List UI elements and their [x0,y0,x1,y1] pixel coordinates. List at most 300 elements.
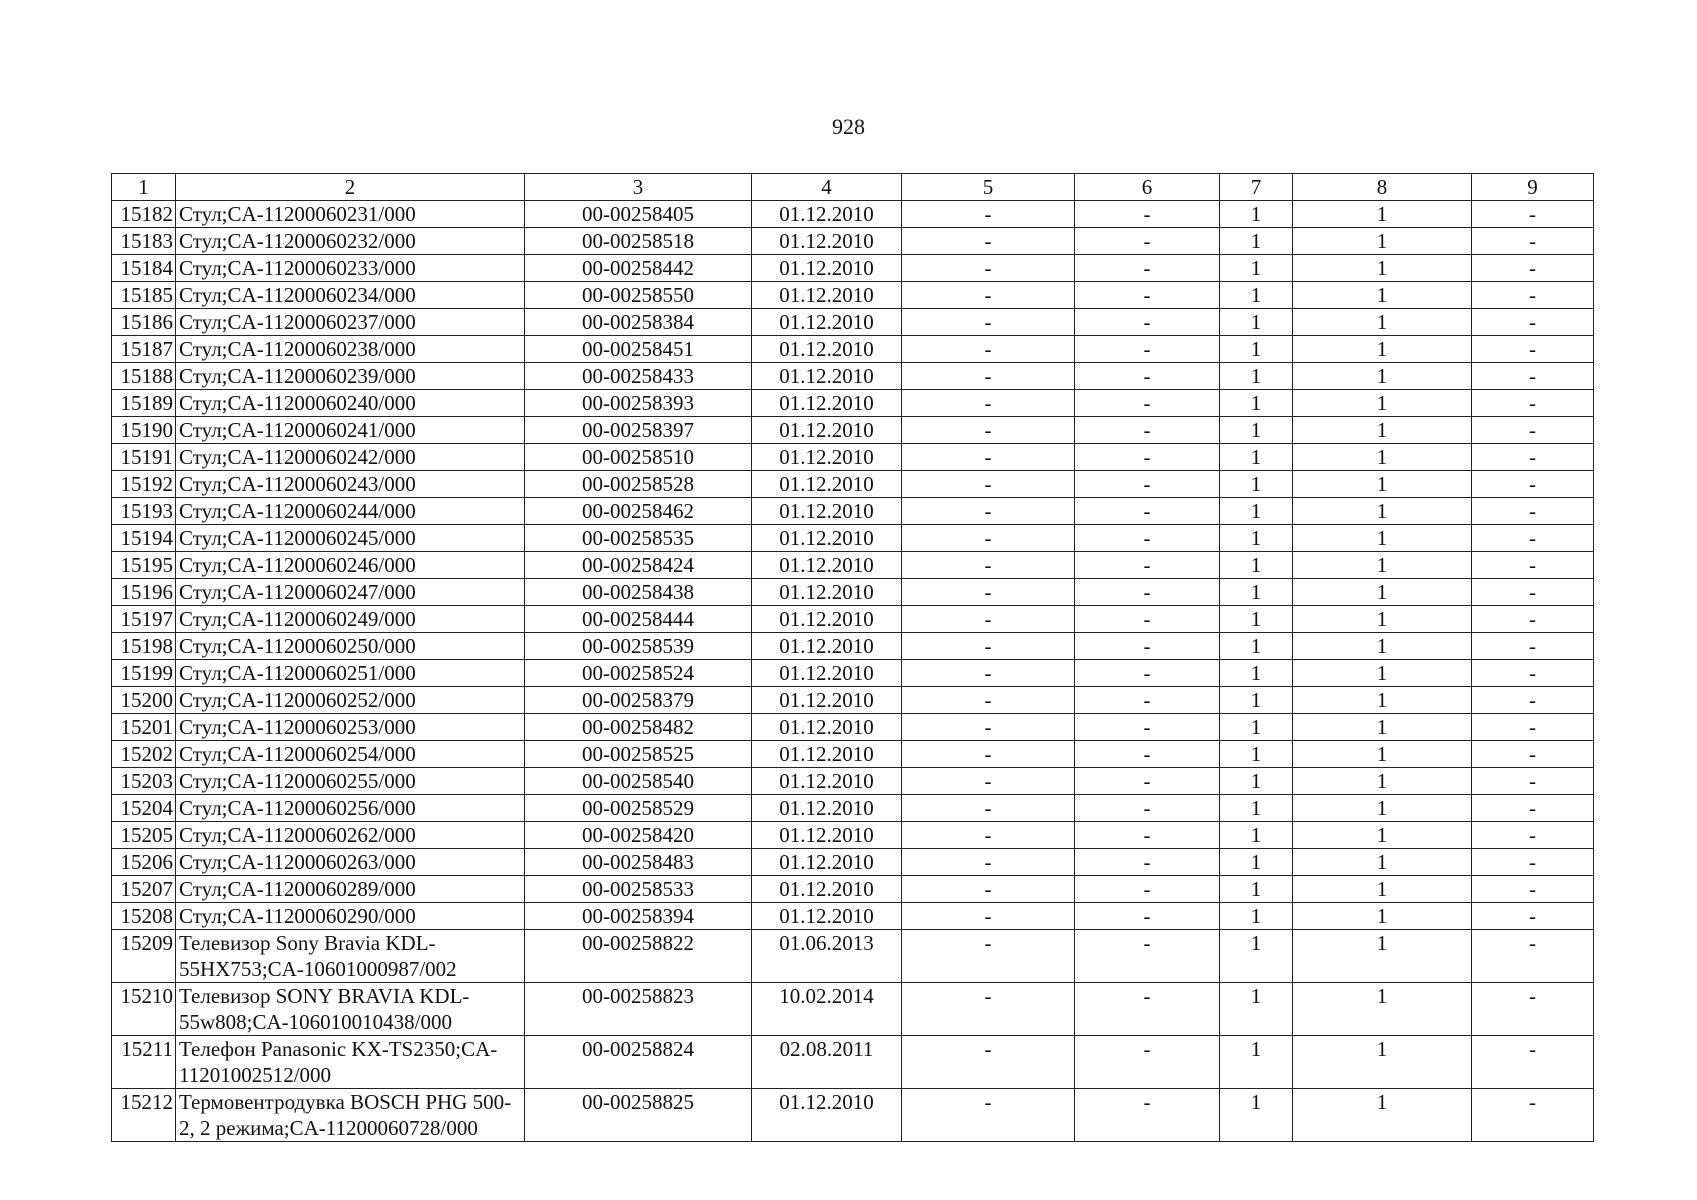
row-number-cell: 15197 [112,606,176,633]
date-cell: 01.12.2010 [752,714,902,741]
col9-cell: - [1472,822,1594,849]
col5-cell: - [902,255,1075,282]
date-cell: 01.12.2010 [752,1089,902,1142]
col9-cell: - [1472,579,1594,606]
col8-cell: 1 [1293,579,1472,606]
row-number-cell: 15195 [112,552,176,579]
col8-cell: 1 [1293,741,1472,768]
col8-cell: 1 [1293,417,1472,444]
row-number-cell: 15196 [112,579,176,606]
inventory-code-cell: 00-00258525 [525,741,752,768]
col7-cell: 1 [1220,903,1293,930]
col6-cell: - [1075,336,1220,363]
col9-cell: - [1472,228,1594,255]
col5-cell: - [902,687,1075,714]
col5-cell: - [902,606,1075,633]
inventory-code-cell: 00-00258535 [525,525,752,552]
inventory-code-cell: 00-00258424 [525,552,752,579]
date-cell: 01.12.2010 [752,201,902,228]
row-number-cell: 15194 [112,525,176,552]
inventory-code-cell: 00-00258379 [525,687,752,714]
item-name-cell: Телефон Panasonic KX-TS2350;CA-11201002512/000 [176,1036,525,1089]
row-number-cell: 15209 [112,930,176,983]
col8-cell: 1 [1293,660,1472,687]
col6-cell: - [1075,633,1220,660]
inventory-code-cell: 00-00258482 [525,714,752,741]
item-name-cell: Телевизор SONY BRAVIA KDL-55w808;CA-106010010438/000 [176,983,525,1036]
item-name-cell: Стул;CA-11200060237/000 [176,309,525,336]
col6-cell: - [1075,768,1220,795]
item-name-cell: Стул;CA-11200060241/000 [176,417,525,444]
column-header: 7 [1220,174,1293,201]
item-name-cell: Стул;CA-11200060254/000 [176,741,525,768]
col5-cell: - [902,903,1075,930]
col5-cell: - [902,552,1075,579]
col8-cell: 1 [1293,687,1472,714]
date-cell: 01.12.2010 [752,660,902,687]
table-row [112,741,1594,768]
inventory-code-cell: 00-00258540 [525,768,752,795]
col8-cell: 1 [1293,552,1472,579]
row-number-cell: 15202 [112,741,176,768]
item-name-cell: Термовентродувка BOSCH PHG 500-2, 2 режима;CA-11200060728/000 [176,1089,525,1142]
col6-cell: - [1075,282,1220,309]
date-cell: 01.12.2010 [752,255,902,282]
col8-cell: 1 [1293,633,1472,660]
col6-cell: - [1075,876,1220,903]
col8-cell: 1 [1293,363,1472,390]
row-number-cell: 15183 [112,228,176,255]
col6-cell: - [1075,552,1220,579]
table-row [112,983,1594,1036]
date-cell: 01.12.2010 [752,687,902,714]
col7-cell: 1 [1220,363,1293,390]
col8-cell: 1 [1293,1036,1472,1089]
date-cell: 01.12.2010 [752,444,902,471]
table-row [112,633,1594,660]
date-cell: 01.12.2010 [752,849,902,876]
col8-cell: 1 [1293,309,1472,336]
table-row [112,282,1594,309]
inventory-code-cell: 00-00258451 [525,336,752,363]
col8-cell: 1 [1293,795,1472,822]
col9-cell: - [1472,336,1594,363]
row-number-cell: 15212 [112,1089,176,1142]
table-row [112,876,1594,903]
col6-cell: - [1075,363,1220,390]
col7-cell: 1 [1220,390,1293,417]
row-number-cell: 15182 [112,201,176,228]
date-cell: 01.12.2010 [752,471,902,498]
col7-cell: 1 [1220,1089,1293,1142]
col7-cell: 1 [1220,768,1293,795]
column-header: 2 [176,174,525,201]
item-name-cell: Стул;CA-11200060245/000 [176,525,525,552]
row-number-cell: 15192 [112,471,176,498]
date-cell: 01.12.2010 [752,390,902,417]
col8-cell: 1 [1293,282,1472,309]
col6-cell: - [1075,606,1220,633]
col5-cell: - [902,1036,1075,1089]
col7-cell: 1 [1220,309,1293,336]
col9-cell: - [1472,606,1594,633]
table-row [112,390,1594,417]
table-row [112,606,1594,633]
col9-cell: - [1472,983,1594,1036]
item-name-cell: Стул;CA-11200060250/000 [176,633,525,660]
date-cell: 01.12.2010 [752,876,902,903]
col8-cell: 1 [1293,849,1472,876]
col8-cell: 1 [1293,876,1472,903]
column-header: 6 [1075,174,1220,201]
col5-cell: - [902,309,1075,336]
row-number-cell: 15188 [112,363,176,390]
item-name-cell: Стул;CA-11200060263/000 [176,849,525,876]
table-row [112,849,1594,876]
column-header: 4 [752,174,902,201]
row-number-cell: 15201 [112,714,176,741]
col9-cell: - [1472,255,1594,282]
col7-cell: 1 [1220,930,1293,983]
col7-cell: 1 [1220,579,1293,606]
row-number-cell: 15185 [112,282,176,309]
col9-cell: - [1472,903,1594,930]
col5-cell: - [902,795,1075,822]
col7-cell: 1 [1220,471,1293,498]
col7-cell: 1 [1220,633,1293,660]
date-cell: 01.12.2010 [752,336,902,363]
col6-cell: - [1075,525,1220,552]
col6-cell: - [1075,390,1220,417]
row-number-cell: 15199 [112,660,176,687]
col8-cell: 1 [1293,498,1472,525]
column-header: 5 [902,174,1075,201]
column-header: 9 [1472,174,1594,201]
col9-cell: - [1472,768,1594,795]
item-name-cell: Стул;CA-11200060239/000 [176,363,525,390]
item-name-cell: Стул;CA-11200060289/000 [176,876,525,903]
row-number-cell: 15211 [112,1036,176,1089]
col7-cell: 1 [1220,983,1293,1036]
table-row [112,1089,1594,1142]
col5-cell: - [902,390,1075,417]
inventory-code-cell: 00-00258510 [525,444,752,471]
inventory-code-cell: 00-00258824 [525,1036,752,1089]
item-name-cell: Стул;CA-11200060244/000 [176,498,525,525]
col9-cell: - [1472,1036,1594,1089]
table-row [112,552,1594,579]
inventory-code-cell: 00-00258822 [525,930,752,983]
col8-cell: 1 [1293,822,1472,849]
item-name-cell: Стул;CA-11200060233/000 [176,255,525,282]
col5-cell: - [902,417,1075,444]
item-name-cell: Стул;CA-11200060256/000 [176,795,525,822]
table-row [112,363,1594,390]
col6-cell: - [1075,795,1220,822]
col8-cell: 1 [1293,444,1472,471]
col8-cell: 1 [1293,255,1472,282]
col9-cell: - [1472,282,1594,309]
col6-cell: - [1075,849,1220,876]
col5-cell: - [902,228,1075,255]
col6-cell: - [1075,579,1220,606]
col7-cell: 1 [1220,417,1293,444]
col5-cell: - [902,579,1075,606]
col8-cell: 1 [1293,1089,1472,1142]
date-cell: 01.12.2010 [752,363,902,390]
col5-cell: - [902,1089,1075,1142]
date-cell: 01.12.2010 [752,822,902,849]
inventory-code-cell: 00-00258528 [525,471,752,498]
item-name-cell: Стул;CA-11200060243/000 [176,471,525,498]
col5-cell: - [902,444,1075,471]
row-number-cell: 15198 [112,633,176,660]
col7-cell: 1 [1220,876,1293,903]
col9-cell: - [1472,444,1594,471]
col8-cell: 1 [1293,606,1472,633]
row-number-cell: 15207 [112,876,176,903]
header-row [112,174,1594,201]
table-row [112,822,1594,849]
row-number-cell: 15191 [112,444,176,471]
col6-cell: - [1075,201,1220,228]
date-cell: 01.12.2010 [752,309,902,336]
col7-cell: 1 [1220,444,1293,471]
col6-cell: - [1075,309,1220,336]
inventory-code-cell: 00-00258393 [525,390,752,417]
inventory-code-cell: 00-00258823 [525,983,752,1036]
col8-cell: 1 [1293,228,1472,255]
item-name-cell: Стул;CA-11200060249/000 [176,606,525,633]
inventory-code-cell: 00-00258550 [525,282,752,309]
inventory-code-cell: 00-00258384 [525,309,752,336]
col6-cell: - [1075,498,1220,525]
col5-cell: - [902,849,1075,876]
col5-cell: - [902,876,1075,903]
col8-cell: 1 [1293,930,1472,983]
row-number-cell: 15184 [112,255,176,282]
inventory-code-cell: 00-00258438 [525,579,752,606]
table-row [112,525,1594,552]
col7-cell: 1 [1220,822,1293,849]
col6-cell: - [1075,1089,1220,1142]
col6-cell: - [1075,930,1220,983]
col5-cell: - [902,633,1075,660]
inventory-code-cell: 00-00258444 [525,606,752,633]
item-name-cell: Стул;CA-11200060251/000 [176,660,525,687]
inventory-table [111,173,1594,1142]
col9-cell: - [1472,498,1594,525]
col9-cell: - [1472,687,1594,714]
col7-cell: 1 [1220,1036,1293,1089]
col7-cell: 1 [1220,525,1293,552]
col5-cell: - [902,525,1075,552]
inventory-code-cell: 00-00258433 [525,363,752,390]
col9-cell: - [1472,1089,1594,1142]
col9-cell: - [1472,660,1594,687]
table-row [112,687,1594,714]
col9-cell: - [1472,363,1594,390]
inventory-code-cell: 00-00258462 [525,498,752,525]
date-cell: 01.12.2010 [752,525,902,552]
col9-cell: - [1472,471,1594,498]
date-cell: 01.12.2010 [752,552,902,579]
inventory-code-cell: 00-00258442 [525,255,752,282]
inventory-code-cell: 00-00258539 [525,633,752,660]
date-cell: 01.12.2010 [752,417,902,444]
item-name-cell: Стул;CA-11200060255/000 [176,768,525,795]
table-row [112,714,1594,741]
item-name-cell: Стул;CA-11200060240/000 [176,390,525,417]
item-name-cell: Стул;CA-11200060247/000 [176,579,525,606]
column-header: 1 [112,174,176,201]
col9-cell: - [1472,525,1594,552]
col9-cell: - [1472,417,1594,444]
table-row [112,336,1594,363]
col6-cell: - [1075,228,1220,255]
col6-cell: - [1075,660,1220,687]
item-name-cell: Стул;CA-11200060253/000 [176,714,525,741]
row-number-cell: 15193 [112,498,176,525]
col6-cell: - [1075,822,1220,849]
col8-cell: 1 [1293,390,1472,417]
table-row [112,660,1594,687]
col6-cell: - [1075,983,1220,1036]
row-number-cell: 15210 [112,983,176,1036]
table-body [112,201,1594,1142]
col7-cell: 1 [1220,498,1293,525]
col7-cell: 1 [1220,282,1293,309]
item-name-cell: Стул;CA-11200060238/000 [176,336,525,363]
col7-cell: 1 [1220,849,1293,876]
date-cell: 01.12.2010 [752,579,902,606]
inventory-code-cell: 00-00258420 [525,822,752,849]
row-number-cell: 15189 [112,390,176,417]
item-name-cell: Стул;CA-11200060262/000 [176,822,525,849]
col8-cell: 1 [1293,336,1472,363]
row-number-cell: 15204 [112,795,176,822]
column-header: 8 [1293,174,1472,201]
col7-cell: 1 [1220,201,1293,228]
col6-cell: - [1075,741,1220,768]
inventory-code-cell: 00-00258405 [525,201,752,228]
col7-cell: 1 [1220,255,1293,282]
col6-cell: - [1075,471,1220,498]
col7-cell: 1 [1220,714,1293,741]
row-number-cell: 15190 [112,417,176,444]
col6-cell: - [1075,255,1220,282]
col5-cell: - [902,471,1075,498]
table-row [112,795,1594,822]
inventory-code-cell: 00-00258524 [525,660,752,687]
col5-cell: - [902,741,1075,768]
page-number: 928 [832,114,865,139]
table-row [112,444,1594,471]
row-number-cell: 15203 [112,768,176,795]
col8-cell: 1 [1293,201,1472,228]
date-cell: 01.12.2010 [752,633,902,660]
col5-cell: - [902,282,1075,309]
date-cell: 01.12.2010 [752,903,902,930]
table-row [112,309,1594,336]
inventory-code-cell: 00-00258825 [525,1089,752,1142]
col9-cell: - [1472,201,1594,228]
col6-cell: - [1075,444,1220,471]
col6-cell: - [1075,687,1220,714]
table-row [112,903,1594,930]
inventory-code-cell: 00-00258397 [525,417,752,444]
row-number-cell: 15187 [112,336,176,363]
table-row [112,768,1594,795]
col5-cell: - [902,714,1075,741]
col8-cell: 1 [1293,903,1472,930]
date-cell: 01.12.2010 [752,228,902,255]
col7-cell: 1 [1220,552,1293,579]
col8-cell: 1 [1293,983,1472,1036]
inventory-code-cell: 00-00258483 [525,849,752,876]
date-cell: 02.08.2011 [752,1036,902,1089]
item-name-cell: Стул;CA-11200060242/000 [176,444,525,471]
col6-cell: - [1075,903,1220,930]
item-name-cell: Стул;CA-11200060290/000 [176,903,525,930]
row-number-cell: 15208 [112,903,176,930]
table-row [112,228,1594,255]
item-name-cell: Стул;CA-11200060234/000 [176,282,525,309]
col5-cell: - [902,930,1075,983]
date-cell: 01.12.2010 [752,606,902,633]
col9-cell: - [1472,849,1594,876]
col9-cell: - [1472,930,1594,983]
col7-cell: 1 [1220,795,1293,822]
col9-cell: - [1472,741,1594,768]
table-header [112,174,1594,201]
table-row [112,1036,1594,1089]
col7-cell: 1 [1220,606,1293,633]
col8-cell: 1 [1293,714,1472,741]
col5-cell: - [902,822,1075,849]
row-number-cell: 15206 [112,849,176,876]
date-cell: 01.12.2010 [752,795,902,822]
table-row [112,417,1594,444]
col9-cell: - [1472,390,1594,417]
inventory-code-cell: 00-00258518 [525,228,752,255]
col8-cell: 1 [1293,471,1472,498]
date-cell: 01.06.2013 [752,930,902,983]
item-name-cell: Стул;CA-11200060246/000 [176,552,525,579]
item-name-cell: Стул;CA-11200060252/000 [176,687,525,714]
item-name-cell: Телевизор Sony Bravia KDL-55HX753;CA-10601000987/002 [176,930,525,983]
col9-cell: - [1472,795,1594,822]
col9-cell: - [1472,714,1594,741]
col6-cell: - [1075,1036,1220,1089]
col8-cell: 1 [1293,768,1472,795]
col5-cell: - [902,498,1075,525]
col7-cell: 1 [1220,336,1293,363]
row-number-cell: 15200 [112,687,176,714]
table-row [112,471,1594,498]
col5-cell: - [902,768,1075,795]
col7-cell: 1 [1220,660,1293,687]
date-cell: 01.12.2010 [752,741,902,768]
inventory-code-cell: 00-00258529 [525,795,752,822]
inventory-code-cell: 00-00258533 [525,876,752,903]
date-cell: 01.12.2010 [752,768,902,795]
col8-cell: 1 [1293,525,1472,552]
col5-cell: - [902,336,1075,363]
col6-cell: - [1075,417,1220,444]
table-row [112,255,1594,282]
col5-cell: - [902,983,1075,1036]
